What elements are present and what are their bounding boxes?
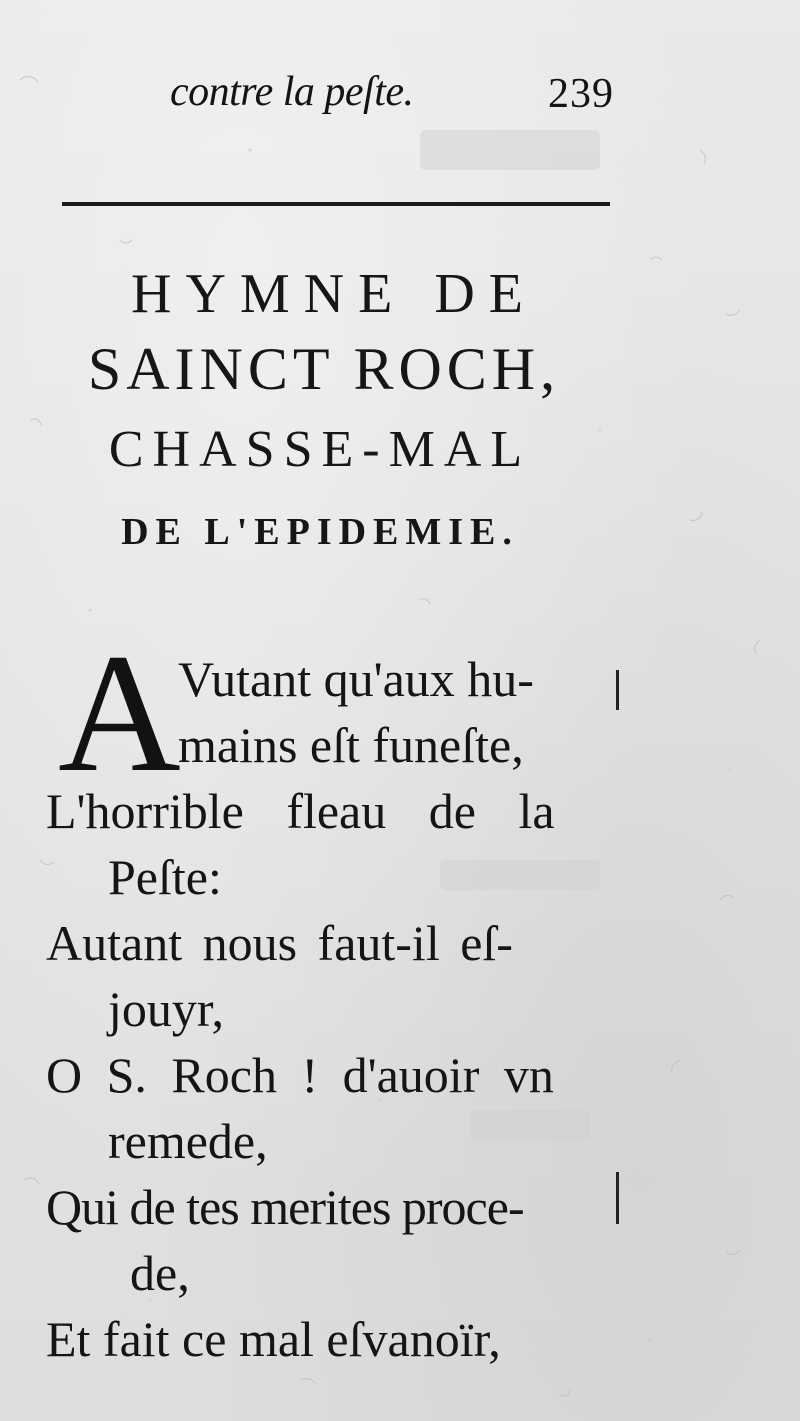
poem-line-3: L'horrible fleau de la <box>46 783 555 839</box>
heading-line-4: DE L'EPIDEMIE. <box>121 511 519 553</box>
running-head-title: contre la peſte. <box>170 69 414 115</box>
poem-line-9: Qui de tes merites proce- <box>46 1179 524 1235</box>
margin-mark <box>616 1172 619 1224</box>
drop-capital: A <box>58 619 181 807</box>
poem-line-1: Vutant qu'aux hu- <box>178 651 534 707</box>
heading-line-1: HYMNE DE <box>131 263 537 325</box>
heading-line-3: CHASSE-MAL <box>108 421 532 478</box>
poem-line-11: Et fait ce mal eſvanoïr, <box>46 1311 501 1367</box>
heading-line-2: SAINCT ROCH, <box>87 336 561 402</box>
poem-line-10: de, <box>130 1245 190 1301</box>
poem-line-2: mains eſt funeſte, <box>178 717 524 773</box>
poem-line-7: O S. Roch ! d'auoir vn <box>46 1047 554 1103</box>
margin-mark <box>616 670 619 710</box>
page-number: 239 <box>548 71 614 117</box>
poem-line-8: remede, <box>108 1113 268 1169</box>
header-rule <box>62 202 610 206</box>
poem-line-5: Autant nous faut-il eſ- <box>46 915 513 971</box>
poem-line-4: Peſte: <box>108 849 222 905</box>
poem-line-6: jouyr, <box>108 981 225 1037</box>
